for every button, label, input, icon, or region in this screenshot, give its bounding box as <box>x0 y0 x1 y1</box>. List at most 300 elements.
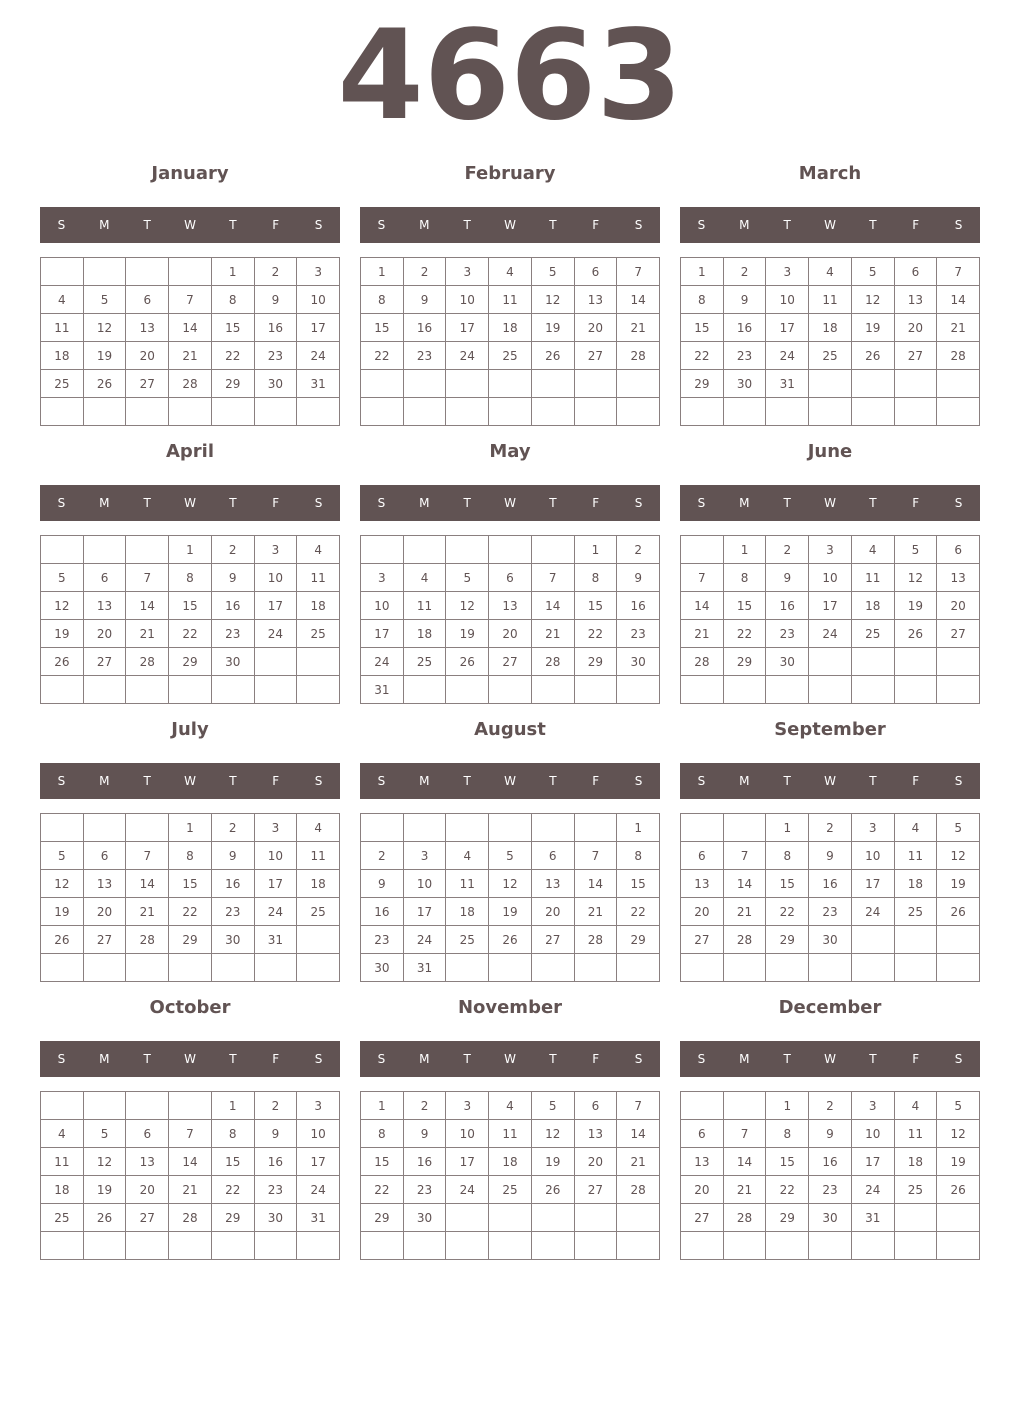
empty-day-cell <box>766 954 809 982</box>
month-march <box>680 160 980 438</box>
weekday-label: T <box>229 218 237 232</box>
day-cell: 27 <box>84 648 127 676</box>
empty-day-cell <box>446 1204 489 1232</box>
day-cell: 6 <box>126 1120 169 1148</box>
day-cell: 15 <box>575 592 618 620</box>
day-cell: 5 <box>84 286 127 314</box>
day-cell: 18 <box>41 1176 84 1204</box>
day-cell: 5 <box>84 1120 127 1148</box>
day-cell: 28 <box>126 926 169 954</box>
day-cell: 5 <box>532 1092 575 1120</box>
day-cell: 24 <box>297 342 340 370</box>
empty-day-cell <box>489 398 532 426</box>
day-cell: 11 <box>41 314 84 342</box>
day-cell: 5 <box>937 1092 980 1120</box>
empty-day-cell <box>212 954 255 982</box>
day-cell: 22 <box>681 342 724 370</box>
day-cell: 2 <box>212 814 255 842</box>
day-grid <box>360 257 660 426</box>
empty-day-cell <box>937 398 980 426</box>
day-cell: 28 <box>126 648 169 676</box>
day-cell: 23 <box>255 342 298 370</box>
day-cell: 22 <box>766 898 809 926</box>
day-cell: 24 <box>766 342 809 370</box>
day-cell: 25 <box>404 648 447 676</box>
day-cell: 23 <box>404 1176 447 1204</box>
day-cell: 25 <box>489 342 532 370</box>
day-cell: 20 <box>126 1176 169 1204</box>
month-name: March <box>798 163 862 184</box>
day-cell: 6 <box>489 564 532 592</box>
day-cell: 6 <box>575 258 618 286</box>
day-cell: 30 <box>212 648 255 676</box>
day-cell: 31 <box>255 926 298 954</box>
day-cell: 29 <box>212 1204 255 1232</box>
day-cell: 15 <box>681 314 724 342</box>
day-cell: 31 <box>404 954 447 982</box>
empty-day-cell <box>532 398 575 426</box>
day-cell: 30 <box>724 370 767 398</box>
day-cell: 15 <box>361 314 404 342</box>
day-cell: 2 <box>724 258 767 286</box>
day-cell: 16 <box>809 870 852 898</box>
weekday-header <box>360 207 660 243</box>
day-cell: 7 <box>169 1120 212 1148</box>
empty-day-cell <box>681 536 724 564</box>
day-cell: 29 <box>169 926 212 954</box>
calendar-grid <box>40 160 980 1272</box>
day-cell: 3 <box>809 536 852 564</box>
weekday-label: T <box>869 774 877 788</box>
day-cell: 23 <box>255 1176 298 1204</box>
empty-day-cell <box>766 1232 809 1260</box>
day-cell: 19 <box>84 342 127 370</box>
day-cell: 5 <box>446 564 489 592</box>
empty-day-cell <box>681 398 724 426</box>
day-cell: 5 <box>532 258 575 286</box>
weekday-label: T <box>783 218 791 232</box>
empty-day-cell <box>852 648 895 676</box>
day-cell: 28 <box>937 342 980 370</box>
empty-day-cell <box>681 954 724 982</box>
empty-day-cell <box>895 676 938 704</box>
day-cell: 19 <box>532 1148 575 1176</box>
empty-day-cell <box>84 1092 127 1120</box>
weekday-label: S <box>634 774 643 788</box>
empty-day-cell <box>895 648 938 676</box>
empty-day-cell <box>489 1204 532 1232</box>
day-cell: 11 <box>895 1120 938 1148</box>
day-cell: 9 <box>724 286 767 314</box>
day-cell: 16 <box>809 1148 852 1176</box>
weekday-label: T <box>783 496 791 510</box>
empty-day-cell <box>852 370 895 398</box>
day-cell: 24 <box>255 620 298 648</box>
weekday-label: S <box>697 1052 706 1066</box>
month-october <box>40 994 340 1272</box>
month-february <box>360 160 660 438</box>
empty-day-cell <box>809 954 852 982</box>
empty-day-cell <box>575 1204 618 1232</box>
day-cell: 9 <box>766 564 809 592</box>
day-cell: 28 <box>169 370 212 398</box>
weekday-label: F <box>912 218 920 232</box>
weekday-label: S <box>954 496 963 510</box>
day-cell: 7 <box>169 286 212 314</box>
day-cell: 24 <box>297 1176 340 1204</box>
day-cell: 2 <box>212 536 255 564</box>
day-cell: 19 <box>446 620 489 648</box>
empty-day-cell <box>41 1232 84 1260</box>
day-cell: 9 <box>212 564 255 592</box>
day-cell: 16 <box>404 1148 447 1176</box>
month-name: July <box>171 719 209 740</box>
month-june <box>680 438 980 716</box>
day-cell: 25 <box>852 620 895 648</box>
day-cell: 4 <box>297 814 340 842</box>
day-cell: 20 <box>681 1176 724 1204</box>
empty-day-cell <box>895 1232 938 1260</box>
day-cell: 17 <box>297 314 340 342</box>
empty-day-cell <box>937 1232 980 1260</box>
day-cell: 27 <box>126 1204 169 1232</box>
day-cell: 13 <box>937 564 980 592</box>
day-cell: 29 <box>212 370 255 398</box>
day-cell: 18 <box>852 592 895 620</box>
weekday-label: F <box>592 218 600 232</box>
empty-day-cell <box>852 954 895 982</box>
day-grid <box>40 813 340 982</box>
empty-day-cell <box>41 814 84 842</box>
day-cell: 2 <box>404 258 447 286</box>
day-cell: 26 <box>532 342 575 370</box>
empty-day-cell <box>41 398 84 426</box>
day-cell: 4 <box>41 286 84 314</box>
empty-day-cell <box>169 676 212 704</box>
day-cell: 20 <box>126 342 169 370</box>
day-cell: 25 <box>895 1176 938 1204</box>
day-cell: 19 <box>937 1148 980 1176</box>
month-name: December <box>778 997 882 1018</box>
day-cell: 10 <box>446 1120 489 1148</box>
day-cell: 17 <box>404 898 447 926</box>
day-cell: 27 <box>489 648 532 676</box>
empty-day-cell <box>126 676 169 704</box>
day-cell: 21 <box>575 898 618 926</box>
day-cell: 1 <box>575 536 618 564</box>
day-cell: 21 <box>937 314 980 342</box>
day-cell: 5 <box>895 536 938 564</box>
day-cell: 23 <box>212 898 255 926</box>
day-cell: 7 <box>937 258 980 286</box>
day-cell: 22 <box>361 1176 404 1204</box>
day-grid <box>360 813 660 982</box>
day-cell: 25 <box>41 1204 84 1232</box>
day-cell: 4 <box>489 258 532 286</box>
weekday-header <box>40 485 340 521</box>
weekday-label: W <box>184 1052 196 1066</box>
day-cell: 30 <box>404 1204 447 1232</box>
day-cell: 15 <box>617 870 660 898</box>
day-cell: 28 <box>681 648 724 676</box>
day-cell: 18 <box>489 1148 532 1176</box>
day-cell: 28 <box>617 1176 660 1204</box>
empty-day-cell <box>766 398 809 426</box>
day-cell: 21 <box>724 898 767 926</box>
weekday-label: S <box>634 496 643 510</box>
day-cell: 27 <box>84 926 127 954</box>
empty-day-cell <box>532 1204 575 1232</box>
day-cell: 17 <box>361 620 404 648</box>
day-cell: 24 <box>446 1176 489 1204</box>
weekday-label: S <box>634 218 643 232</box>
day-cell: 6 <box>895 258 938 286</box>
month-name: June <box>807 441 853 462</box>
day-cell: 20 <box>575 314 618 342</box>
day-cell: 4 <box>489 1092 532 1120</box>
weekday-label: F <box>272 496 280 510</box>
day-cell: 16 <box>255 1148 298 1176</box>
empty-day-cell <box>937 954 980 982</box>
day-cell: 15 <box>169 592 212 620</box>
empty-day-cell <box>532 1232 575 1260</box>
day-cell: 22 <box>766 1176 809 1204</box>
day-cell: 1 <box>766 814 809 842</box>
day-cell: 2 <box>361 842 404 870</box>
empty-day-cell <box>532 536 575 564</box>
day-cell: 27 <box>575 342 618 370</box>
day-cell: 16 <box>212 870 255 898</box>
day-cell: 14 <box>126 870 169 898</box>
empty-day-cell <box>404 676 447 704</box>
day-cell: 30 <box>255 1204 298 1232</box>
day-cell: 12 <box>852 286 895 314</box>
empty-day-cell <box>446 676 489 704</box>
empty-day-cell <box>212 676 255 704</box>
day-cell: 18 <box>489 314 532 342</box>
day-cell: 18 <box>404 620 447 648</box>
empty-day-cell <box>126 814 169 842</box>
day-cell: 30 <box>361 954 404 982</box>
empty-day-cell <box>809 648 852 676</box>
empty-day-cell <box>361 536 404 564</box>
day-cell: 6 <box>575 1092 618 1120</box>
day-cell: 16 <box>404 314 447 342</box>
empty-day-cell <box>852 926 895 954</box>
day-cell: 13 <box>126 314 169 342</box>
empty-day-cell <box>575 954 618 982</box>
weekday-header <box>680 763 980 799</box>
empty-day-cell <box>361 1232 404 1260</box>
month-july <box>40 716 340 994</box>
day-cell: 1 <box>169 536 212 564</box>
day-cell: 16 <box>255 314 298 342</box>
weekday-label: W <box>504 218 516 232</box>
day-cell: 26 <box>937 898 980 926</box>
day-cell: 8 <box>766 1120 809 1148</box>
day-cell: 1 <box>169 814 212 842</box>
day-cell: 18 <box>809 314 852 342</box>
day-cell: 7 <box>724 842 767 870</box>
day-cell: 15 <box>361 1148 404 1176</box>
month-name: April <box>165 441 215 462</box>
day-cell: 26 <box>489 926 532 954</box>
empty-day-cell <box>169 954 212 982</box>
empty-day-cell <box>84 536 127 564</box>
empty-day-cell <box>404 1232 447 1260</box>
day-cell: 12 <box>937 1120 980 1148</box>
month-august <box>360 716 660 994</box>
day-cell: 29 <box>617 926 660 954</box>
day-cell: 4 <box>41 1120 84 1148</box>
weekday-label: M <box>419 218 430 232</box>
day-cell: 17 <box>766 314 809 342</box>
day-cell: 22 <box>617 898 660 926</box>
day-cell: 8 <box>361 1120 404 1148</box>
empty-day-cell <box>126 258 169 286</box>
empty-day-cell <box>84 676 127 704</box>
empty-day-cell <box>446 536 489 564</box>
empty-day-cell <box>937 370 980 398</box>
weekday-label: W <box>824 218 836 232</box>
day-cell: 24 <box>852 898 895 926</box>
day-cell: 26 <box>446 648 489 676</box>
weekday-label: M <box>739 774 750 788</box>
day-cell: 26 <box>532 1176 575 1204</box>
empty-day-cell <box>937 1204 980 1232</box>
month-name: January <box>151 163 229 184</box>
day-cell: 4 <box>852 536 895 564</box>
day-cell: 6 <box>84 842 127 870</box>
day-cell: 1 <box>681 258 724 286</box>
day-cell: 3 <box>361 564 404 592</box>
day-cell: 26 <box>84 370 127 398</box>
day-cell: 11 <box>809 286 852 314</box>
day-cell: 10 <box>297 286 340 314</box>
day-cell: 3 <box>852 814 895 842</box>
weekday-label: F <box>272 1052 280 1066</box>
day-cell: 11 <box>895 842 938 870</box>
weekday-label: M <box>99 774 110 788</box>
day-cell: 14 <box>937 286 980 314</box>
weekday-label: S <box>954 774 963 788</box>
weekday-label: W <box>824 496 836 510</box>
day-cell: 13 <box>681 870 724 898</box>
day-cell: 23 <box>212 620 255 648</box>
weekday-label: S <box>57 774 66 788</box>
empty-day-cell <box>169 398 212 426</box>
day-cell: 25 <box>809 342 852 370</box>
day-cell: 10 <box>852 1120 895 1148</box>
weekday-label: F <box>912 1052 920 1066</box>
day-cell: 7 <box>126 564 169 592</box>
day-cell: 4 <box>297 536 340 564</box>
empty-day-cell <box>84 1232 127 1260</box>
weekday-label: T <box>783 1052 791 1066</box>
empty-day-cell <box>126 954 169 982</box>
day-cell: 23 <box>766 620 809 648</box>
weekday-header <box>680 485 980 521</box>
empty-day-cell <box>84 954 127 982</box>
empty-day-cell <box>361 398 404 426</box>
day-cell: 19 <box>489 898 532 926</box>
weekday-header <box>680 1041 980 1077</box>
weekday-label: T <box>143 218 151 232</box>
day-cell: 21 <box>617 314 660 342</box>
weekday-label: T <box>869 218 877 232</box>
day-cell: 5 <box>41 842 84 870</box>
day-cell: 11 <box>489 286 532 314</box>
day-cell: 6 <box>681 1120 724 1148</box>
day-cell: 20 <box>84 620 127 648</box>
day-cell: 8 <box>617 842 660 870</box>
empty-day-cell <box>681 1092 724 1120</box>
weekday-label: S <box>954 218 963 232</box>
empty-day-cell <box>297 954 340 982</box>
empty-day-cell <box>404 370 447 398</box>
day-cell: 8 <box>212 1120 255 1148</box>
empty-day-cell <box>212 398 255 426</box>
day-cell: 6 <box>84 564 127 592</box>
day-cell: 6 <box>532 842 575 870</box>
day-cell: 1 <box>766 1092 809 1120</box>
day-cell: 16 <box>766 592 809 620</box>
day-cell: 12 <box>84 314 127 342</box>
day-cell: 9 <box>404 1120 447 1148</box>
day-cell: 31 <box>361 676 404 704</box>
day-cell: 13 <box>532 870 575 898</box>
day-cell: 2 <box>809 814 852 842</box>
weekday-label: W <box>824 774 836 788</box>
day-cell: 15 <box>212 1148 255 1176</box>
day-cell: 5 <box>489 842 532 870</box>
weekday-label: S <box>314 496 323 510</box>
weekday-label: M <box>419 1052 430 1066</box>
day-cell: 22 <box>575 620 618 648</box>
day-cell: 9 <box>255 286 298 314</box>
empty-day-cell <box>41 536 84 564</box>
empty-day-cell <box>361 370 404 398</box>
day-cell: 19 <box>41 898 84 926</box>
day-cell: 27 <box>681 926 724 954</box>
day-cell: 13 <box>575 1120 618 1148</box>
weekday-label: S <box>314 1052 323 1066</box>
empty-day-cell <box>446 370 489 398</box>
empty-day-cell <box>255 398 298 426</box>
weekday-label: M <box>739 218 750 232</box>
day-cell: 14 <box>617 1120 660 1148</box>
empty-day-cell <box>126 398 169 426</box>
day-cell: 18 <box>895 870 938 898</box>
day-cell: 23 <box>617 620 660 648</box>
day-cell: 20 <box>895 314 938 342</box>
weekday-label: S <box>314 774 323 788</box>
day-cell: 9 <box>361 870 404 898</box>
weekday-label: F <box>272 774 280 788</box>
day-cell: 5 <box>852 258 895 286</box>
day-cell: 12 <box>446 592 489 620</box>
day-cell: 28 <box>575 926 618 954</box>
weekday-label: M <box>419 496 430 510</box>
day-cell: 21 <box>532 620 575 648</box>
weekday-label: M <box>739 1052 750 1066</box>
empty-day-cell <box>126 1092 169 1120</box>
month-november <box>360 994 660 1272</box>
weekday-header <box>360 1041 660 1077</box>
weekday-label: T <box>549 1052 557 1066</box>
weekday-label: W <box>184 496 196 510</box>
weekday-label: F <box>592 496 600 510</box>
